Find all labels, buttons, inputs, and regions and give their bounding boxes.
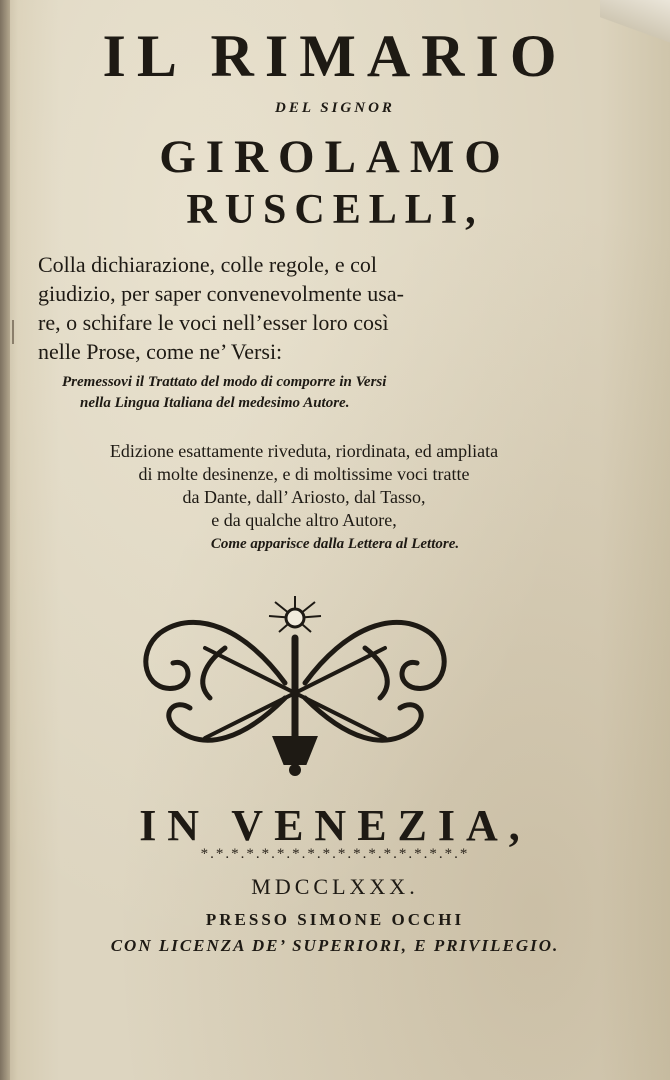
edition-line: di molte desinenze, e di moltissime voci tratte [138, 464, 470, 484]
edition-line: e da qualche altro Autore, [211, 510, 397, 530]
description-line: nelle Prose, come ne’ Versi: [38, 339, 283, 364]
description-line: giudizio, per saper convenevolmente usa- [38, 281, 404, 306]
imprint-printer: PRESSO SIMONE OCCHI [205, 910, 465, 929]
description-line: re, o schifare le voci nell’esser loro così [38, 310, 389, 335]
edition-line: da Dante, dall’ Ariosto, dal Tasso, [182, 487, 426, 507]
come-apparisce-text: Come apparisce dalla Lettera al Lettore. [210, 536, 460, 552]
margin-mark [12, 320, 14, 344]
star-rule-divider: *.*.*.*.*.*.*.*.*.*.*.*.*.*.*.*.*.* [200, 846, 470, 862]
imprint-city: IN VENEZIA, [139, 801, 531, 850]
author-last-name: RUSCELLI, [186, 187, 484, 233]
printers-device-ornament-icon [135, 588, 455, 778]
description-block [38, 250, 568, 366]
imprint-year: MDCCLXXX. [251, 874, 419, 899]
premessovi-line: Premessovi il Trattato del modo di comporre in Versi [62, 374, 387, 390]
edition-line: Edizione esattamente riveduta, riordinata, ed ampliata [109, 441, 499, 461]
author-first-name: GIROLAMO [159, 131, 511, 183]
del-signor-text: DEL SIGNOR [275, 100, 395, 116]
book-title: IL RIMARIO [102, 23, 568, 89]
imprint-licence: CON LICENZA DE’ SUPERIORI, E PRIVILEGIO. [110, 936, 560, 955]
edition-block [44, 440, 564, 532]
premessovi-block [62, 372, 542, 414]
premessovi-line: nella Lingua Italiana del medesimo Autore. [80, 395, 350, 411]
description-line: Colla dichiarazione, colle regole, e col [38, 252, 378, 277]
